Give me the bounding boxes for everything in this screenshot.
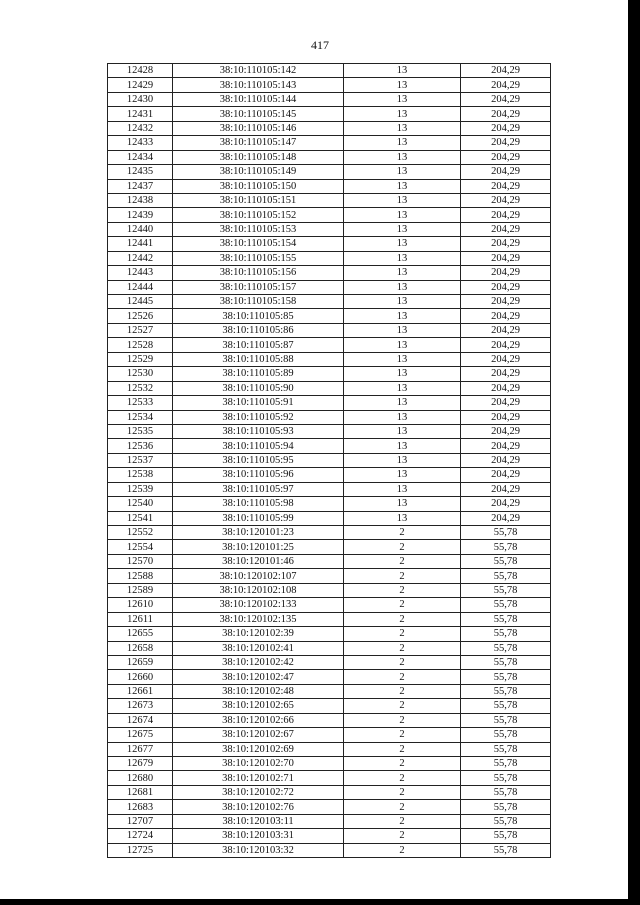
cadastral-number-cell: 38:10:110105:85 [173, 309, 344, 323]
amount-cell: 55,78 [461, 800, 551, 814]
table-row [108, 800, 551, 814]
cadastral-number-cell: 38:10:110105:87 [173, 338, 344, 352]
cadastral-number-cell: 38:10:110105:95 [173, 453, 344, 467]
cadastral-number-cell: 38:10:110105:90 [173, 381, 344, 395]
cadastral-number-cell: 38:10:110105:158 [173, 295, 344, 309]
amount-cell: 204,29 [461, 193, 551, 207]
quantity-cell: 2 [344, 569, 461, 583]
table-row [108, 583, 551, 597]
quantity-cell: 13 [344, 92, 461, 106]
amount-cell: 204,29 [461, 64, 551, 78]
table-row [108, 843, 551, 857]
amount-cell: 55,78 [461, 554, 551, 568]
row-number-cell: 12444 [108, 280, 173, 294]
amount-cell: 204,29 [461, 439, 551, 453]
row-number-cell: 12435 [108, 165, 173, 179]
row-number-cell: 12430 [108, 92, 173, 106]
row-number-cell: 12552 [108, 526, 173, 540]
quantity-cell: 2 [344, 583, 461, 597]
quantity-cell: 2 [344, 757, 461, 771]
table-row [108, 222, 551, 236]
scan-edge-right [628, 0, 640, 905]
cadastral-number-cell: 38:10:120101:46 [173, 554, 344, 568]
table-row [108, 208, 551, 222]
table-row [108, 251, 551, 265]
quantity-cell: 13 [344, 136, 461, 150]
table-row [108, 511, 551, 525]
row-number-cell: 12432 [108, 121, 173, 135]
amount-cell: 204,29 [461, 92, 551, 106]
cadastral-number-cell: 38:10:110105:86 [173, 323, 344, 337]
row-number-cell: 12445 [108, 295, 173, 309]
table-row [108, 179, 551, 193]
quantity-cell: 13 [344, 266, 461, 280]
table-row [108, 497, 551, 511]
table-row [108, 266, 551, 280]
table-row [108, 757, 551, 771]
table-row [108, 569, 551, 583]
table-row [108, 280, 551, 294]
cadastral-number-cell: 38:10:120102:69 [173, 742, 344, 756]
quantity-cell: 2 [344, 641, 461, 655]
quantity-cell: 2 [344, 612, 461, 626]
quantity-cell: 13 [344, 497, 461, 511]
amount-cell: 55,78 [461, 540, 551, 554]
amount-cell: 204,29 [461, 251, 551, 265]
cadastral-number-cell: 38:10:110105:89 [173, 367, 344, 381]
table-row [108, 526, 551, 540]
table-row [108, 785, 551, 799]
quantity-cell: 2 [344, 627, 461, 641]
table-row [108, 424, 551, 438]
cadastral-number-cell: 38:10:120102:133 [173, 598, 344, 612]
quantity-cell: 13 [344, 295, 461, 309]
table-row [108, 396, 551, 410]
table-row [108, 121, 551, 135]
table-row [108, 367, 551, 381]
cadastral-number-cell: 38:10:120102:76 [173, 800, 344, 814]
row-number-cell: 12429 [108, 78, 173, 92]
amount-cell: 204,29 [461, 309, 551, 323]
quantity-cell: 13 [344, 121, 461, 135]
amount-cell: 55,78 [461, 598, 551, 612]
quantity-cell: 13 [344, 468, 461, 482]
cadastral-number-cell: 38:10:120102:47 [173, 670, 344, 684]
amount-cell: 55,78 [461, 526, 551, 540]
row-number-cell: 12540 [108, 497, 173, 511]
row-number-cell: 12530 [108, 367, 173, 381]
quantity-cell: 13 [344, 482, 461, 496]
table-row [108, 453, 551, 467]
amount-cell: 204,29 [461, 352, 551, 366]
amount-cell: 204,29 [461, 165, 551, 179]
quantity-cell: 13 [344, 280, 461, 294]
row-number-cell: 12527 [108, 323, 173, 337]
cadastral-number-cell: 38:10:110105:96 [173, 468, 344, 482]
quantity-cell: 2 [344, 814, 461, 828]
row-number-cell: 12442 [108, 251, 173, 265]
quantity-cell: 2 [344, 771, 461, 785]
table-row [108, 309, 551, 323]
cadastral-number-cell: 38:10:120102:135 [173, 612, 344, 626]
cadastral-number-cell: 38:10:110105:143 [173, 78, 344, 92]
cadastral-number-cell: 38:10:110105:156 [173, 266, 344, 280]
amount-cell: 55,78 [461, 699, 551, 713]
amount-cell: 204,29 [461, 323, 551, 337]
quantity-cell: 2 [344, 785, 461, 799]
cadastral-number-cell: 38:10:120102:67 [173, 728, 344, 742]
amount-cell: 204,29 [461, 424, 551, 438]
cadastral-number-cell: 38:10:120102:66 [173, 713, 344, 727]
amount-cell: 55,78 [461, 843, 551, 857]
amount-cell: 55,78 [461, 713, 551, 727]
quantity-cell: 13 [344, 150, 461, 164]
cadastral-number-cell: 38:10:110105:88 [173, 352, 344, 366]
amount-cell: 55,78 [461, 684, 551, 698]
table-row [108, 338, 551, 352]
cadastral-number-cell: 38:10:120103:31 [173, 829, 344, 843]
amount-cell: 204,29 [461, 237, 551, 251]
row-number-cell: 12439 [108, 208, 173, 222]
cadastral-number-cell: 38:10:120102:72 [173, 785, 344, 799]
amount-cell: 204,29 [461, 511, 551, 525]
cadastral-number-cell: 38:10:110105:151 [173, 193, 344, 207]
row-number-cell: 12538 [108, 468, 173, 482]
quantity-cell: 2 [344, 742, 461, 756]
cadastral-number-cell: 38:10:110105:93 [173, 424, 344, 438]
quantity-cell: 13 [344, 237, 461, 251]
table-row [108, 323, 551, 337]
amount-cell: 204,29 [461, 497, 551, 511]
quantity-cell: 2 [344, 699, 461, 713]
table-row [108, 814, 551, 828]
cadastral-number-cell: 38:10:110105:144 [173, 92, 344, 106]
amount-cell: 204,29 [461, 150, 551, 164]
row-number-cell: 12661 [108, 684, 173, 698]
table-row [108, 78, 551, 92]
row-number-cell: 12438 [108, 193, 173, 207]
table-row [108, 107, 551, 121]
cadastral-number-cell: 38:10:120103:32 [173, 843, 344, 857]
row-number-cell: 12534 [108, 410, 173, 424]
row-number-cell: 12680 [108, 771, 173, 785]
cadastral-number-cell: 38:10:120102:107 [173, 569, 344, 583]
table-row [108, 468, 551, 482]
row-number-cell: 12433 [108, 136, 173, 150]
cadastral-number-cell: 38:10:120102:48 [173, 684, 344, 698]
amount-cell: 204,29 [461, 208, 551, 222]
cadastral-number-cell: 38:10:120102:108 [173, 583, 344, 597]
amount-cell: 55,78 [461, 612, 551, 626]
cadastral-number-cell: 38:10:110105:94 [173, 439, 344, 453]
page-number: 417 [311, 38, 329, 52]
quantity-cell: 13 [344, 396, 461, 410]
quantity-cell: 13 [344, 251, 461, 265]
cadastral-number-cell: 38:10:110105:97 [173, 482, 344, 496]
amount-cell: 55,78 [461, 583, 551, 597]
table-row [108, 554, 551, 568]
amount-cell: 204,29 [461, 107, 551, 121]
table-row [108, 92, 551, 106]
quantity-cell: 13 [344, 193, 461, 207]
cadastral-number-cell: 38:10:110105:147 [173, 136, 344, 150]
row-number-cell: 12588 [108, 569, 173, 583]
cadastral-number-cell: 38:10:110105:92 [173, 410, 344, 424]
table-row [108, 684, 551, 698]
row-number-cell: 12437 [108, 179, 173, 193]
row-number-cell: 12655 [108, 627, 173, 641]
cadastral-number-cell: 38:10:110105:154 [173, 237, 344, 251]
table-row [108, 728, 551, 742]
table-row [108, 410, 551, 424]
row-number-cell: 12541 [108, 511, 173, 525]
quantity-cell: 2 [344, 800, 461, 814]
table-row [108, 352, 551, 366]
amount-cell: 55,78 [461, 757, 551, 771]
cadastral-number-cell: 38:10:120102:41 [173, 641, 344, 655]
row-number-cell: 12660 [108, 670, 173, 684]
amount-cell: 55,78 [461, 728, 551, 742]
quantity-cell: 2 [344, 655, 461, 669]
amount-cell: 204,29 [461, 338, 551, 352]
quantity-cell: 2 [344, 554, 461, 568]
quantity-cell: 13 [344, 453, 461, 467]
row-number-cell: 12440 [108, 222, 173, 236]
row-number-cell: 12570 [108, 554, 173, 568]
table-row [108, 829, 551, 843]
table-row [108, 612, 551, 626]
cadastral-number-cell: 38:10:120102:71 [173, 771, 344, 785]
quantity-cell: 13 [344, 323, 461, 337]
row-number-cell: 12675 [108, 728, 173, 742]
cadastral-number-cell: 38:10:110105:99 [173, 511, 344, 525]
quantity-cell: 13 [344, 338, 461, 352]
table-row [108, 598, 551, 612]
quantity-cell: 13 [344, 381, 461, 395]
row-number-cell: 12725 [108, 843, 173, 857]
quantity-cell: 2 [344, 526, 461, 540]
quantity-cell: 13 [344, 107, 461, 121]
table-row [108, 540, 551, 554]
quantity-cell: 13 [344, 410, 461, 424]
cadastral-number-cell: 38:10:120102:42 [173, 655, 344, 669]
amount-cell: 204,29 [461, 295, 551, 309]
row-number-cell: 12674 [108, 713, 173, 727]
row-number-cell: 12724 [108, 829, 173, 843]
quantity-cell: 13 [344, 64, 461, 78]
table-row [108, 439, 551, 453]
row-number-cell: 12554 [108, 540, 173, 554]
row-number-cell: 12539 [108, 482, 173, 496]
cadastral-number-cell: 38:10:110105:153 [173, 222, 344, 236]
quantity-cell: 2 [344, 540, 461, 554]
amount-cell: 55,78 [461, 569, 551, 583]
table-row [108, 237, 551, 251]
amount-cell: 204,29 [461, 280, 551, 294]
cadastral-number-cell: 38:10:110105:157 [173, 280, 344, 294]
row-number-cell: 12535 [108, 424, 173, 438]
table-row [108, 771, 551, 785]
table-row [108, 699, 551, 713]
quantity-cell: 2 [344, 829, 461, 843]
cadastral-number-cell: 38:10:120102:39 [173, 627, 344, 641]
quantity-cell: 13 [344, 222, 461, 236]
cadastral-number-cell: 38:10:110105:142 [173, 64, 344, 78]
amount-cell: 204,29 [461, 381, 551, 395]
table-row [108, 742, 551, 756]
quantity-cell: 2 [344, 598, 461, 612]
quantity-cell: 2 [344, 728, 461, 742]
amount-cell: 204,29 [461, 179, 551, 193]
table-row [108, 64, 551, 78]
row-number-cell: 12528 [108, 338, 173, 352]
amount-cell: 55,78 [461, 655, 551, 669]
cadastral-number-cell: 38:10:110105:91 [173, 396, 344, 410]
amount-cell: 204,29 [461, 482, 551, 496]
cadastral-number-cell: 38:10:110105:148 [173, 150, 344, 164]
row-number-cell: 12441 [108, 237, 173, 251]
cadastral-number-cell: 38:10:120101:25 [173, 540, 344, 554]
quantity-cell: 13 [344, 511, 461, 525]
amount-cell: 55,78 [461, 627, 551, 641]
quantity-cell: 2 [344, 684, 461, 698]
table-row [108, 482, 551, 496]
row-number-cell: 12443 [108, 266, 173, 280]
quantity-cell: 13 [344, 367, 461, 381]
table-row [108, 670, 551, 684]
quantity-cell: 13 [344, 352, 461, 366]
quantity-cell: 13 [344, 309, 461, 323]
cadastral-number-cell: 38:10:110105:149 [173, 165, 344, 179]
row-number-cell: 12529 [108, 352, 173, 366]
cadastral-number-cell: 38:10:110105:145 [173, 107, 344, 121]
row-number-cell: 12536 [108, 439, 173, 453]
amount-cell: 55,78 [461, 742, 551, 756]
quantity-cell: 13 [344, 424, 461, 438]
row-number-cell: 12526 [108, 309, 173, 323]
table-row [108, 193, 551, 207]
row-number-cell: 12431 [108, 107, 173, 121]
quantity-cell: 13 [344, 78, 461, 92]
amount-cell: 204,29 [461, 136, 551, 150]
amount-cell: 55,78 [461, 785, 551, 799]
cadastral-number-cell: 38:10:110105:146 [173, 121, 344, 135]
quantity-cell: 2 [344, 670, 461, 684]
amount-cell: 204,29 [461, 367, 551, 381]
amount-cell: 204,29 [461, 78, 551, 92]
quantity-cell: 13 [344, 179, 461, 193]
row-number-cell: 12610 [108, 598, 173, 612]
cadastral-number-cell: 38:10:110105:98 [173, 497, 344, 511]
row-number-cell: 12707 [108, 814, 173, 828]
amount-cell: 55,78 [461, 814, 551, 828]
table-row [108, 381, 551, 395]
amount-cell: 204,29 [461, 410, 551, 424]
cadastral-number-cell: 38:10:120101:23 [173, 526, 344, 540]
amount-cell: 204,29 [461, 222, 551, 236]
amount-cell: 204,29 [461, 266, 551, 280]
table-row [108, 655, 551, 669]
amount-cell: 204,29 [461, 468, 551, 482]
cadastral-number-cell: 38:10:110105:150 [173, 179, 344, 193]
row-number-cell: 12434 [108, 150, 173, 164]
table-row [108, 627, 551, 641]
row-number-cell: 12683 [108, 800, 173, 814]
cadastral-number-cell: 38:10:120103:11 [173, 814, 344, 828]
quantity-cell: 2 [344, 713, 461, 727]
cadastral-number-cell: 38:10:120102:70 [173, 757, 344, 771]
row-number-cell: 12673 [108, 699, 173, 713]
quantity-cell: 13 [344, 439, 461, 453]
table-row [108, 165, 551, 179]
row-number-cell: 12677 [108, 742, 173, 756]
scan-edge-bottom [0, 899, 640, 905]
quantity-cell: 13 [344, 208, 461, 222]
row-number-cell: 12679 [108, 757, 173, 771]
row-number-cell: 12611 [108, 612, 173, 626]
cadastral-number-cell: 38:10:110105:155 [173, 251, 344, 265]
table-row [108, 295, 551, 309]
row-number-cell: 12428 [108, 64, 173, 78]
amount-cell: 204,29 [461, 396, 551, 410]
table-row [108, 713, 551, 727]
amount-cell: 204,29 [461, 453, 551, 467]
amount-cell: 55,78 [461, 771, 551, 785]
table-row [108, 150, 551, 164]
quantity-cell: 13 [344, 165, 461, 179]
cadastral-number-cell: 38:10:110105:152 [173, 208, 344, 222]
row-number-cell: 12589 [108, 583, 173, 597]
cadastral-number-cell: 38:10:120102:65 [173, 699, 344, 713]
amount-cell: 55,78 [461, 641, 551, 655]
land-parcel-table [107, 63, 551, 858]
table-body [108, 64, 551, 858]
row-number-cell: 12659 [108, 655, 173, 669]
amount-cell: 55,78 [461, 670, 551, 684]
table-row [108, 641, 551, 655]
amount-cell: 55,78 [461, 829, 551, 843]
table-row [108, 136, 551, 150]
row-number-cell: 12681 [108, 785, 173, 799]
row-number-cell: 12533 [108, 396, 173, 410]
row-number-cell: 12537 [108, 453, 173, 467]
row-number-cell: 12658 [108, 641, 173, 655]
amount-cell: 204,29 [461, 121, 551, 135]
row-number-cell: 12532 [108, 381, 173, 395]
quantity-cell: 2 [344, 843, 461, 857]
